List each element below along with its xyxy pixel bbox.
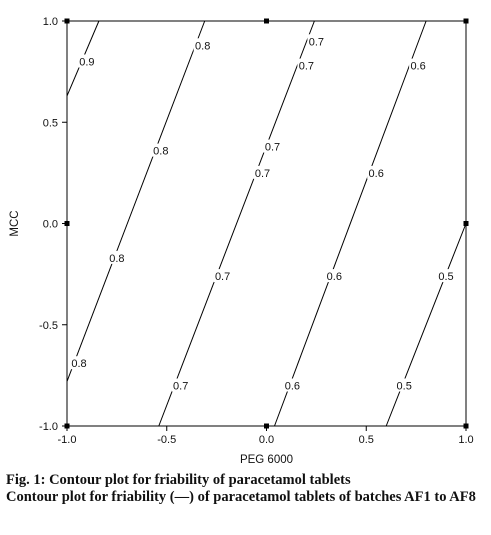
contour-label: 0.6 bbox=[284, 380, 301, 393]
contour-label: 0.7 bbox=[214, 271, 231, 284]
y-tick-label: -1.0 bbox=[39, 421, 58, 433]
contour-label: 0.8 bbox=[71, 358, 87, 371]
contour-label: 0.8 bbox=[195, 40, 211, 53]
y-tick-label: 1.0 bbox=[42, 16, 58, 28]
x-tick-label: 1.0 bbox=[458, 434, 474, 446]
x-tick-label: -0.5 bbox=[157, 434, 177, 446]
design-points bbox=[65, 19, 469, 429]
contour-label: 0.7 bbox=[264, 141, 281, 154]
y-axis-ticks bbox=[39, 16, 67, 433]
contour-label: 0.8 bbox=[109, 252, 125, 265]
contour-line-0.6 bbox=[275, 21, 427, 426]
caption-line-2: Contour plot for friability (—) of paracetamol tablets of batches AF1 to AF8 bbox=[6, 489, 476, 505]
contour-line-0.8 bbox=[67, 21, 205, 381]
contour-label: 0.5 bbox=[438, 271, 454, 284]
contour-label: 0.7 bbox=[308, 36, 325, 49]
x-tick-label: 0.5 bbox=[358, 434, 374, 446]
design-point bbox=[264, 19, 269, 24]
design-point bbox=[464, 19, 469, 24]
y-tick-label: -0.5 bbox=[39, 319, 58, 332]
x-tick-label: -1.0 bbox=[57, 434, 77, 446]
caption-line-1: Fig. 1: Contour plot for friability of paracetamol tablets bbox=[6, 472, 351, 488]
contour-label: 0.7 bbox=[173, 380, 189, 393]
x-axis-ticks bbox=[58, 426, 474, 446]
x-tick-label: 0.0 bbox=[258, 434, 275, 446]
contour-labels bbox=[70, 34, 455, 392]
design-point bbox=[464, 221, 469, 226]
contour-line-0.7 bbox=[159, 21, 315, 426]
contour-lines bbox=[67, 21, 466, 426]
contour-line-0.5 bbox=[386, 224, 466, 427]
contour-label: 0.9 bbox=[79, 56, 95, 69]
contour-label: 0.7 bbox=[298, 60, 315, 73]
y-axis-label: MCC bbox=[9, 210, 21, 237]
contour-label: 0.6 bbox=[368, 167, 384, 180]
x-axis-label: PEG 6000 bbox=[239, 454, 294, 466]
y-tick-label: 0.0 bbox=[42, 218, 58, 231]
contour-label: 0.6 bbox=[326, 271, 342, 284]
contour-label: 0.6 bbox=[410, 60, 426, 73]
contour-label: 0.5 bbox=[396, 380, 412, 393]
y-tick-label: 0.5 bbox=[42, 117, 58, 130]
figure-caption bbox=[6, 472, 488, 506]
contour-label: 0.7 bbox=[254, 167, 271, 180]
contour-label: 0.8 bbox=[153, 145, 169, 158]
